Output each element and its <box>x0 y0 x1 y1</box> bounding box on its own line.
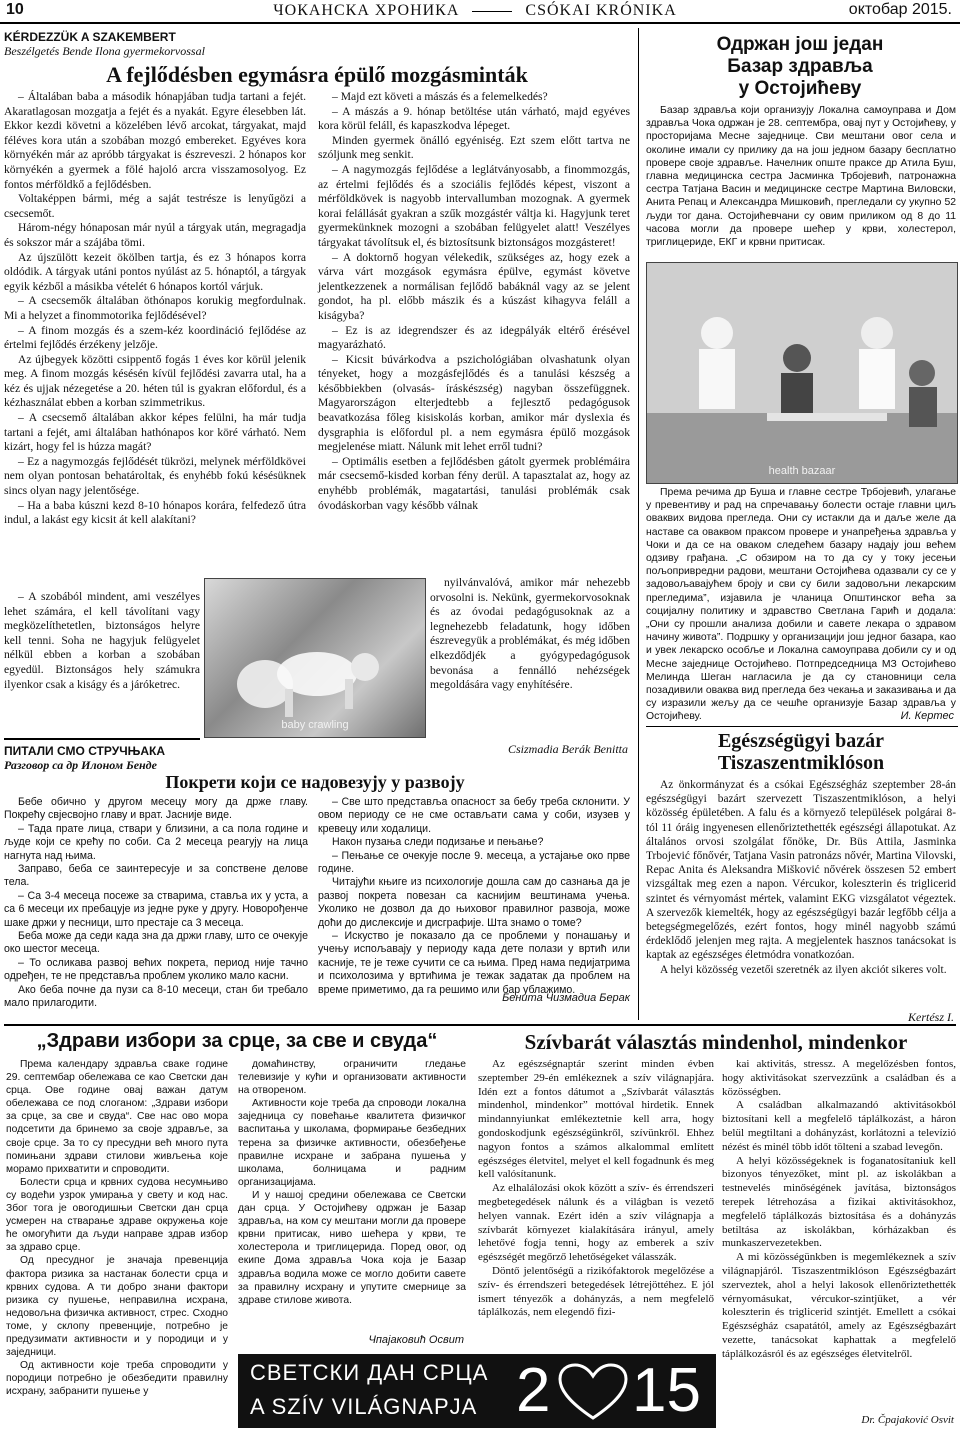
sr-heart-signature: Чпајаковић Освит <box>368 1334 464 1346</box>
hu-bazaar-signature: Kertész I. <box>908 1010 954 1024</box>
hu-interview-col2-wrap <box>430 576 630 726</box>
divider <box>4 738 200 740</box>
hu-interview-col1 <box>4 90 306 585</box>
hu-heart-col2 <box>722 1058 956 1414</box>
hu-bazaar-body <box>646 778 956 1008</box>
divider <box>646 726 958 727</box>
paragraph: Беба може да седи када зна да држи главу, што се очекује око шестог месеца. <box>4 930 308 956</box>
paragraph: Voltaképpen bármi, még a saját testrésze is lenyűgözi a csecsemőt. <box>4 192 306 220</box>
sr-interview-signature: Бенита Чизмадиа Берак <box>502 992 630 1004</box>
paragraph: – Све што представља опасност за бебу треба склонити. У овом периоду се не сме остављати сама у соби, изузев у кревецу или ходалици. <box>318 796 630 835</box>
paragraph: A családban alkalmazandó aktivitásokból biztosítani kell a megfelelő táplálkozást, a háron belül megtiltani a dohányzást, korlátozni a televízió nézést és minél több időt tölteni a szabad levegőn. <box>722 1099 956 1153</box>
paragraph: – То осликава развој већих покрета, период није тачно одређен, те не представља проблем уколико мало касни. <box>4 956 308 983</box>
banner-line-serbian: СВЕТСКИ ДАН СРЦА <box>250 1360 489 1385</box>
masthead-serbian: ЧОКАНСКА ХРОНИКА <box>273 2 460 19</box>
baby-figure-icon <box>205 579 425 737</box>
paragraph: – Искуство је показало да се проблеми у понашању и учењу испољавају у периоду када дете полази у вртић или касније, те је теже сучити се са њима. Пред нама педијатрима и психолозима у вртићима је тежак задатак да проблем на време приметимо, да га решимо или бар ублажимо. <box>318 930 630 996</box>
sr-bazaar-title <box>644 34 956 100</box>
paragraph: – Kicsit búvárkodva a pszichológiában olvashatunk olyan tényeket, hogy a mozgásfejlődés és a tanulási készség a későbbiekben (olvasás- íráskészség) nagyban összefüggnek. Magyarországon elterjedtebb a fejlesztő pedagógusok beavatkozása főleg kisiskolás korban, amikor már dyslexia és dysgraphia is előfordul pl. a nem egymásra épülő mozgások megjelenése miatt. Nálunk mit lehet erről tudni? <box>318 352 630 454</box>
paragraph: – Optimális esetben a fejlődésben gátolt gyermek problémáira már csecsemő-kisded korban fény derül. A tapasztalat az, hogy az enyhébb problémák, magatartási, tanulási problémák csak óvodáskorban vagy később válnak <box>318 454 630 512</box>
paragraph: – A nagymozgás fejlődése a leglátványosabb, a finommozgás, az értelmi fejlődés és a szociális fejlődés képest, viszont a mérföldkövek is nagyobb intervallumban mozognak. A gyermek korai felállását gyakran a szűk mozgástér váltja ki. Hagyjunk teret gyermekünknek mozogni a szobában felügyelet alatt! Veszélyes tárgyakat távolítsuk el, és biztosítsunk biztonságos mozgásteret! <box>318 162 630 249</box>
sr-interview-subkicker: Разговор са др Илоном Бенде <box>4 758 157 772</box>
sr-bazaar-title-line: Одржан још један <box>716 34 884 55</box>
paragraph: домаћинству, ограничити гледање телевизије у кући и организовати активности на отвореном. <box>238 1059 466 1097</box>
hu-heart-col1 <box>478 1058 714 1350</box>
baby-crawling-photo <box>204 578 426 738</box>
paragraph: – Ez is az idegrendszer és az idegpályák eltérő érésével magyarázható. <box>318 323 630 352</box>
paragraph: Ако беба почне да пузи са 8-10 месеци, стан би требало мало прилагодити. <box>4 983 308 1010</box>
paragraph: – Ha a baba kúszni kezd 8-10 hónapos korára, felfedező útra indul, a lakást egy kicsit át kell alakítani? <box>4 498 306 527</box>
heart-icon <box>556 1362 630 1422</box>
paragraph: Az egészségnaptár szerint minden évben szeptember 29-én emlékeznek a szív világnapjára. Idén ezt a fontos dátumot a „Szívbarát választás mindenhol, mindenkor” mottóval hirdetik. Ennek mindannyiunkat emlékeztetnie kell arra, hogy gondoskodjunk egészségünkről, szívünkről. Ehhez nagyon fontos a számos alkalommal említett egészséges életvitel, melyet el kell fogadnunk és meg kell valósítanunk. <box>478 1058 714 1181</box>
banner-year-prefix: 2 <box>516 1356 551 1425</box>
paragraph: Према календару здравља сваке године 29. септембар обележава се као Светски дан срца. Ове године овај важан датум обележава се под слоганом: „Здрави избори за срце, за све и свуда“. Све нас ово мора подсетити да бринемо за своје здравље, за своје срце. За то су пресудни већ много пута помињани здрави стилови живљења које морамо прихватити и спроводити. <box>6 1059 228 1175</box>
sr-interview-col1 <box>4 796 308 1010</box>
masthead-separator <box>472 11 512 12</box>
paragraph: – A szobából mindent, ami veszélyes lehet számára, el kell távolítani vagy megközelíthetetlen, biztonságos helyre kell tenni. Soha ne hagyjuk felügyelet nélkül ebben a korban a szobában egyedül. Biztonságos hely számukra ilyenkor csak a kiságy és a járóketrec. <box>4 590 200 691</box>
paragraph: Активности које треба да спроводи локална заједница су повећање квалитета физичког васпитања у школама, формирање безбедних терена за физичке активности, обезбеђење правилне исхране и забрана пушења у школама, болницама и радним организацијама. <box>238 1098 466 1188</box>
hu-interview-subkicker: Beszélgetés Bende Ilona gyermekorvossal <box>4 44 205 58</box>
paragraph: Бебе обично у другом месецу могу да држе главу. Покрећу свјесвојно главу и врат. Јасније виде. <box>4 796 308 822</box>
paragraph: Az elhalálozási okok között a szív- és érrendszeri megbetegedések nálunk és a világban is vezető helyen vannak. Ezért idén a szív világnapja a szívbarát környezet kialakítására irányul, amely lehetővé fogja tenni, hogy az emberek a szív egészségét megőrző lehetőségeket válasszák. <box>478 1182 714 1264</box>
paragraph: Döntő jelentőségű a rizikófaktorok megelőzése a szív- és érrendszeri betegedések létrejöttéhez. E jól ismert tényezők a dohányzás, a nem megfelelő táplálkozás, nem elegendő fizi- <box>478 1264 714 1319</box>
sr-interview-kicker: ПИТАЛИ СМО СТРУЧЊАКА <box>4 744 166 758</box>
people-at-table-icon <box>647 263 957 483</box>
hu-bazaar-title <box>646 730 956 774</box>
hu-heart-signature: Dr. Čpajaković Osvit <box>861 1414 954 1426</box>
paragraph: Az újszülött kezeit ökölben tartja, és ez 3 hónapos korra oldódik. A tárgyak utáni pontos nyúlást az 5. hónaptól, a tárgyak egyik kézből a másikba vételét 6 hónapos kortól várjuk. <box>4 250 306 293</box>
paragraph: – Тада прате лица, ствари у близини, а са пола године и људе који се крећу по соби. Са 2 месеца реагују на лица нагнута над њима. <box>4 822 308 862</box>
hu-interview-col1-wrap <box>4 590 200 740</box>
hu-bazaar-title-line: Egészségügyi bazár <box>717 730 885 752</box>
hu-interview-signature: Csizmadia Berák Benitta <box>508 742 628 756</box>
paragraph: A helyi közösségeknek is foganatosítaniuk kell bizonyos tényezőket, mint pl. az iskolákban a testnevelés minőségének javítása, biztonságos terepek létrehozása a fizikai aktivitásokhoz, megfelelő táplálkozás biztosítása és a dohányzás betiltása az iskolákban, kórházakban és munkaszervezetekben. <box>722 1154 956 1250</box>
hu-interview-col2 <box>318 90 630 570</box>
sr-heart-col2 <box>238 1058 466 1332</box>
paragraph: Према речима др Буша и главне сестре Трбојевић, улагање у превентиву и рад на спречавању болести остаје главни циљ оваквих видова прегледа. Они су истакли да и даље желе да наставе са оваквом праксом провере и унапређења здравља у Чоки и да се на оваком следећем базару надају још већем одзиву грађана. „С обзиром на то да су у току јесењи пољопривредни радови, мештани Остојићева одазвали су се у задовољавајућем броју и сви су били задовољни лекарским прегледима”, изјавила је чланица Општинског већа за социјалну политику и здравство Светлана Гарић и додала: „Они су прошли анализа добили и савете лекара о здравом начину живота”. Подршку у организацији још једног базара, као и увек лекарско особље и Локална самоуправа добили су и од Месне заједнице Остојићево. Потпредседница МЗ Остојићево Мелинда Шеган нагласила је да су становници села позадивили оваква вид прегледа без чекања и заказивања и да су изразили жељу да се чешће организује Базар здравља у Остојићеву. <box>646 487 956 723</box>
sr-heart-col1 <box>6 1058 228 1426</box>
paragraph: – A finom mozgás és a szem-kéz koordináció fejlődése az értelmi fejlődés érzékeny jelzője. <box>4 323 306 352</box>
column-divider <box>638 28 639 1020</box>
paragraph: Базар здравља који организују Локална самоуправа и Дом здравља Чока одржан је 28. септембра, овај пут у Остојићеву, у просторијама Месне заједнице. Сви мештани овог села и околине имали су прилику да на још једном базару бесплатно провере своје здравље. Начелник опште праксе др Атила Буш, главна медицинска сестра Јасминка Трбојевић, патронажна сестра Татјана Васин и медицинске сестре Мартина Виловски, Анита Репац и Александра Мишковић, прегледали су укупно 52 људи тог дана. Остојићевчани су овим приликом од 8 до 11 часова могли да провере шећер у крви, холестерол, триглицериде, ЕКГ и крвни притисак. <box>646 105 956 249</box>
paragraph: – Általában baba a második hónapjában tudja tartani a fejét. Akaratlagosan mozgatja a fejét és a nyakát. Egyre élesebben lát. Ekkor kezdi követni a közelében lévő arcokat, tárgyakat, majd féléves kora után a szobában mozgó embereket. Egyéves kora környékén már az apróbb tárgyakat is észreveszi. 2 hónapos kor környékén a gyermek a fölé hajoló arcra visszamosolyog. Ez fontos mérföldkő a fejlődésben. <box>4 90 306 191</box>
issue-date: октобар 2015. <box>848 1 952 18</box>
hu-interview-headline: A fejlődésben egymásra épülő mozgásminták <box>106 62 528 87</box>
paragraph: Az újbegyek közötti csippentő fogás 1 éves kor körül jelenik meg. A finom mozgás késésén kívül fejlődési zavarra utal, ha a kéz és ujjak nézegetése a 20. héten túl is gyakran előfordul, és a kézhasználat ebben a korban szimmetrikus. <box>4 352 306 410</box>
paragraph: Az önkormányzat és a csókai Egészségház szeptember 28-án egészségügyi bazárt szervezett Tiszaszentmiklóson, a helyi közösség épületében. A falu és a környező települések polgárai 8-tól 11 óráig ingyenesen ellenőriztethették egészségi állapotukat. Az általános orvosi szolgálat főnöke, Dr. Büs Attila, Jasminka Trbojević főnővér, Tatjana Vasin patronázs nővér, Martina Vilovski, Repac Anita és Aleksandra Mišković nővérek összesen 52 embert vizsgáltak meg ezen a napon. Vércukor, koleszterin és triglicerid szintet és vérnyomást mértek, valamint EKG vizsgálatot végeztek. A szervezők kiemelték, hogy az egészségügyi bazár legfőbb célja a betegségmegelőzés, ezért fontos, hogy minél nagyobb számú érdeklődő jelenjen meg rajta. A megjelentek hasznos tanácsokat is kaptak az egészséges életmódra vonatkozóan. <box>646 779 956 962</box>
paragraph: – Пењање се очекује после 9. месеца, а устајање око прве године. <box>318 849 630 876</box>
paragraph: – Majd ezt követi a mászás és a felemelkedés? <box>332 90 548 103</box>
paragraph: nyilvánvalóvá, amikor már nehezebb orvosolni is. Nekünk, gyermekorvosoknak és az óvodai pedagógusoknak az a legnehezebb feladatunk, hogy időben észrevegyük a problémákat, és még időben elkezdődjék a gyógypedagógusok bevonása a fennálló nehézségek megoldására vagy enyhítésére. <box>430 576 630 692</box>
paragraph: И у нашој средини обележава се Светски дан срца. У Остојићеву одржан је Базар здравља, на ком су мештани могли да провере крвни притисак, ниво шећера у крви, те холестерола и триглицерида. Поред овог, од екипе Дома здравља Чока која је Базар здравља водила може се могло добити савете за правилну исхрану и упутите смернице за здраве стилове живота. <box>238 1189 466 1306</box>
paragraph: kai aktivitás, stressz. A megelőzésben fontos, hogy aktivitásokat szervezzünk a családban és a közösségben. <box>722 1058 956 1098</box>
masthead-hungarian: CSÓKAI KRÓNIKA <box>525 2 677 19</box>
masthead <box>270 2 680 20</box>
photo-alt: health bazaar <box>768 465 836 477</box>
world-heart-day-banner <box>238 1354 716 1428</box>
paragraph: Читајући књиге из психологије дошла сам до сазнања да је развој покрета повезан са каснијим вештинама учења. Уколико не дозвол да до њиховог правилног развоја, може доћи до дислексије и дисграфије. Шта знамо о томе? <box>318 876 630 929</box>
paragraph: – Са 3-4 месеца посеже за стварима, ставља их у уста, а са 6 месеци их пребацује из једне руке у другу. Новорођенче шаке држи у песници, што престаје са 3 месеца. <box>4 889 308 929</box>
paragraph: Заправо, беба се заинтересује и за сопствене делове тела. <box>4 863 308 889</box>
section-divider <box>4 1024 956 1026</box>
page-number: 10 <box>6 1 24 18</box>
sr-interview-headline: Покрети који се надовезују у развоју <box>165 772 465 792</box>
banner-year-suffix: 15 <box>632 1356 701 1425</box>
sr-bazaar-title-line: Базар здравља <box>727 56 873 77</box>
health-bazaar-photo <box>646 262 958 484</box>
paragraph: – Ez a nagymozgás fejlődését tükrözi, melynek mérföldkövei nem olyan pontosan behatároltak, és enyhébb fokú késésüknek sincs olyan nagy jelentősége. <box>4 454 306 498</box>
hu-interview-kicker: KÉRDEZZÜK A SZAKEMBERT <box>4 30 176 44</box>
photo-alt: baby crawling <box>281 719 349 731</box>
sr-bazaar-signature: И. Кертес <box>900 710 954 722</box>
paragraph: Од пресудног је значаја превенција фактора ризика за настанак болести срца и крвних судова. А ти добро знани фактори ризика су пушење, неправилна исхрана, недовољна физичка активност, стрес. Сходно томе, у склопу превенције, потребно је предузимати активности и у породици и у заједници. <box>6 1255 228 1359</box>
paragraph: – A csecsemők általában öthónapos korukig megfordulnak. Mi a helyzet a finommotorika fejlődésével? <box>4 294 306 322</box>
paragraph: – A mászás a 9. hónap betöltése után várható, majd egyéves kora körül feláll, és kapaszkodva lépeget. <box>318 104 630 133</box>
paragraph: – A doktornő hogyan vélekedik, szükséges az, hogy ezek a várva várt mozgások egymásra épülve, egymást követve jelentkezzenek a normálisan fejlődő babáknál vagy az se jelent gondot, ha pl. előbb mászik és a kúszást kihagyva feláll a kiságyba? <box>318 250 630 322</box>
paragraph: Három-négy hónaposan már nyúl a tárgyak után, megragadja és sokszor már a szájába tömi. <box>4 221 306 249</box>
hu-heart-headline: Szívbarát választás mindenhol, mindenkor <box>524 1030 908 1054</box>
sr-bazaar-title-line: у Остојићеву <box>738 78 862 99</box>
hu-bazaar-title-line: Tiszaszentmiklóson <box>717 752 885 774</box>
banner-line-hungarian: A SZÍV VILÁGNAPJA <box>250 1394 478 1419</box>
paragraph: Након пузања следи подизање и пењање? <box>332 836 544 849</box>
paragraph: Болести срца и крвних судова несумњиво су водећи узрок умирања у свету и код нас. Због тога је овогодишњи Светски дан срца усмерен на стварање здраве окружења које ће омогућити да људи направе здрав избор за здраво срце. <box>6 1176 228 1254</box>
paragraph: Од активности које треба спроводити у породици потребно је обезбедити правилну исхрану, забранити пушење у <box>6 1360 228 1398</box>
paragraph: A helyi közösség vezetői szeretnék az ilyen akciót sikeres volt. <box>660 963 947 976</box>
sr-heart-headline: „Здрави избори за срце, за све и свуда“ <box>36 1030 438 1052</box>
paragraph: A mi közösségünkben is megemlékeznek a szív világnapjáról. Tiszaszentmiklóson Egészségbazárt szerveztek, ahol a helyi lakosok ellenőriztethették vérnyomásukat, vércukor-szintjüket, a vér koleszterin és triglicerid szintjét. Emellett a csókai Egészségház csapatától, amely az Egészségbazárt vezette, tanácsokat kaphattak a megfelelő táplálkozásról és az egészséges életvitelről. <box>722 1251 956 1360</box>
sr-interview-col2 <box>318 796 630 996</box>
paragraph: Minden gyermek önálló egyéniség. Ezt szem előtt tartva ne szóljunk meg senkit. <box>318 133 630 162</box>
sr-bazaar-intro <box>646 104 956 258</box>
page-header <box>0 0 960 24</box>
paragraph: – A csecsemő általában akkor képes felülni, ha már tudja tartani a fejét, ami általában hathónapos kor köré várható. Nem kizárt, hogy fel is húzza magát? <box>4 411 306 454</box>
